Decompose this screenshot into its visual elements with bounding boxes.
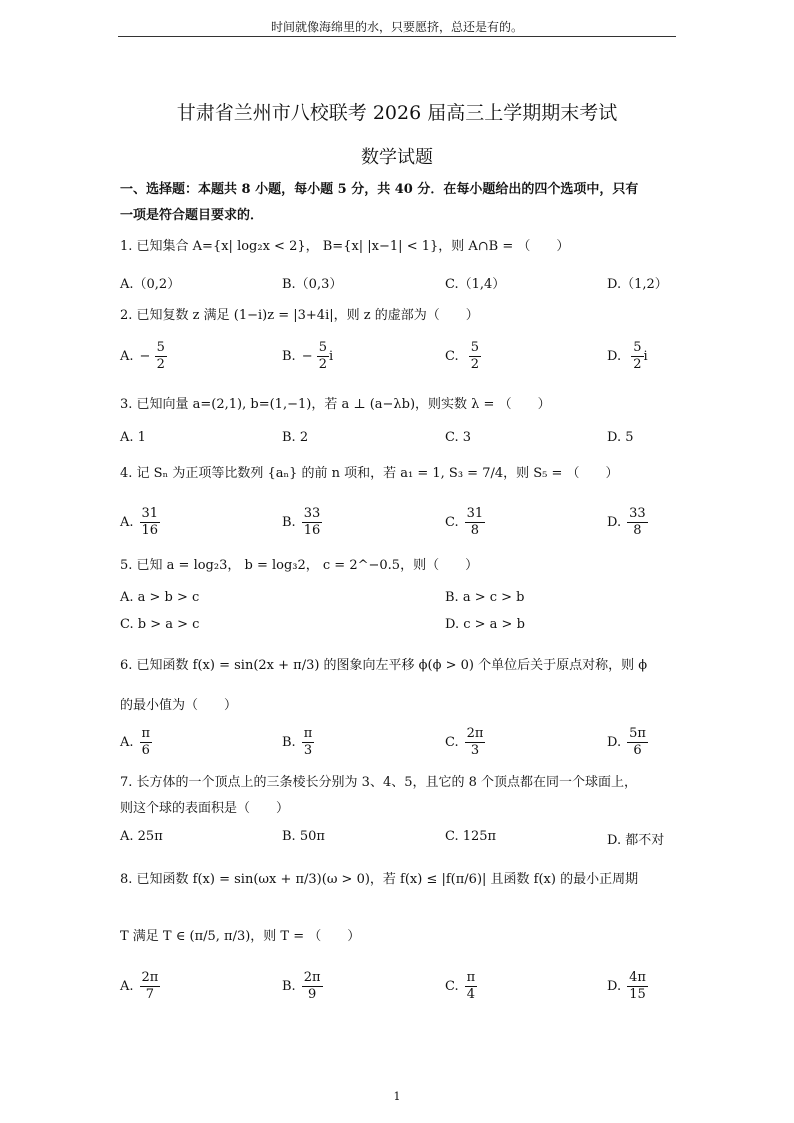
question-7-options (120, 829, 680, 869)
page-header-motto: 时间就像海绵里的水，只要愿挤，总还是有的。 (270, 20, 523, 34)
question-1-stem: 1. 已知集合 A={x| log₂x < 2}， B={x| |x−1| < 1}，则 A∩B = （ ） (120, 239, 570, 254)
q7-option-b[interactable]: B. 50π (282, 829, 325, 844)
q8-a-fraction: $\frac{2\pi}{7}$ (141, 970, 159, 1002)
q7-option-d[interactable]: D. 都不对 (607, 833, 665, 848)
question-6-stem: 6. 已知函数 f(x) = sin(2x + π/3) 的图象向左平移 ϕ(ϕ > 0) 个单位后关于原点对称，则 ϕ (120, 658, 648, 673)
question-8-options (120, 970, 680, 1010)
q3-option-b[interactable]: B. 2 (282, 430, 309, 445)
q4-d-fraction: $\frac{33}{8}$ (629, 506, 646, 538)
section-instructions (120, 177, 680, 229)
question-6-options (120, 726, 680, 766)
q4-option-c[interactable]: C. $\frac{31}{8}$ (445, 506, 484, 538)
q8-b-fraction: $\frac{2\pi}{9}$ (303, 970, 321, 1002)
q2-option-a[interactable]: A. − $\frac{5}{2}$ (120, 340, 165, 372)
question-7-stem: 7. 长方体的一个顶点上的三条棱长分别为 3、4、5，且它的 8 个顶点都在同一个球面上， (120, 775, 638, 790)
q8-c-fraction: $\frac{\pi}{4}$ (466, 970, 476, 1002)
q6-option-c[interactable]: C. $\frac{2\pi}{3}$ (445, 726, 484, 758)
q6-option-a[interactable]: A. $\frac{\pi}{6}$ (120, 726, 151, 758)
q8-d-fraction: $\frac{4\pi}{15}$ (629, 970, 646, 1002)
q4-option-d[interactable]: D. $\frac{33}{8}$ (607, 506, 646, 538)
q7-option-c[interactable]: C. 125π (445, 829, 497, 844)
q5-option-d[interactable]: D. c > a > b (445, 617, 525, 632)
q8-option-a[interactable]: A. $\frac{2\pi}{7}$ (120, 970, 159, 1002)
q5-option-c[interactable]: C. b > a > c (120, 617, 200, 632)
q2-a-fraction: $\frac{5}{2}$ (156, 340, 165, 372)
q7-option-a[interactable]: A. 25π (120, 829, 163, 844)
q2-option-d[interactable]: D. $\frac{5}{2}$ i (607, 340, 648, 372)
q6-d-fraction: $\frac{5\pi}{6}$ (629, 726, 646, 758)
q4-option-a[interactable]: A. $\frac{31}{16}$ (120, 506, 159, 538)
q6-c-fraction: $\frac{2\pi}{3}$ (466, 726, 484, 758)
q5-option-b[interactable]: B. a > c > b (445, 590, 525, 605)
q4-b-fraction: $\frac{33}{16}$ (303, 506, 321, 538)
q8-option-c[interactable]: C. $\frac{\pi}{4}$ (445, 970, 476, 1002)
question-6-stem-cont: 的最小值为（ ） (120, 698, 238, 713)
section-line-1: 一、选择题：本题共 8 小题，每小题 5 分，共 40 分．在每小题给出的四个选项中，只有 (120, 182, 639, 197)
question-2-stem: 2. 已知复数 z 满足 (1−i)z = |3+4i|，则 z 的虚部为（ ） (120, 308, 479, 323)
exam-subtitle: 数学试题 (361, 147, 433, 168)
q3-option-d[interactable]: D. 5 (607, 430, 634, 445)
question-8-stem-cont: T 满足 T ∈ (π/5, π/3)，则 T = （ ） (120, 929, 361, 944)
q1-option-b[interactable]: B.（0,3） (282, 277, 343, 292)
exam-title: 甘肃省兰州市八校联考 2026 届高三上学期期末考试 (176, 102, 618, 124)
question-8-stem: 8. 已知函数 f(x) = sin(ωx + π/3)(ω > 0)，若 f(x) ≤ |f(π/6)| 且函数 f(x) 的最小正周期 (120, 872, 639, 887)
q1-option-d[interactable]: D.（1,2） (607, 277, 668, 292)
question-4-stem: 4. 记 Sₙ 为正项等比数列 {aₙ} 的前 n 项和，若 a₁ = 1, S₃ = 7/4，则 S₅ = （ ） (120, 466, 619, 481)
q3-option-c[interactable]: C. 3 (445, 430, 472, 445)
q6-a-fraction: $\frac{\pi}{6}$ (141, 726, 151, 758)
question-5-stem: 5. 已知 a = log₂3， b = log₃2， c = 2^−0.5，则（ ） (120, 558, 479, 573)
q4-a-fraction: $\frac{31}{16}$ (141, 506, 159, 538)
q6-option-b[interactable]: B. $\frac{\pi}{3}$ (282, 726, 313, 758)
q1-option-c[interactable]: C.（1,4） (445, 277, 506, 292)
q6-b-fraction: $\frac{\pi}{3}$ (303, 726, 313, 758)
section-line-2: 一项是符合题目要求的． (120, 208, 264, 223)
q1-option-a[interactable]: A.（0,2） (120, 277, 181, 292)
q3-option-a[interactable]: A. 1 (120, 430, 146, 445)
q2-d-fraction: $\frac{5}{2}$ (633, 340, 642, 372)
question-4-options (120, 506, 680, 546)
question-7-stem-cont: 则这个球的表面积是（ ） (120, 801, 290, 816)
q2-option-b[interactable]: B. − $\frac{5}{2}$ i (282, 340, 334, 372)
header-divider (118, 36, 676, 37)
question-3-options (120, 430, 680, 470)
q2-option-c[interactable]: C. $\frac{5}{2}$ (445, 340, 480, 372)
q2-b-fraction: $\frac{5}{2}$ (318, 340, 328, 372)
q5-option-a[interactable]: A. a > b > c (120, 590, 200, 605)
q8-option-d[interactable]: D. $\frac{4\pi}{15}$ (607, 970, 646, 1002)
q8-option-b[interactable]: B. $\frac{2\pi}{9}$ (282, 970, 321, 1002)
question-3-stem: 3. 已知向量 a=(2,1), b=(1,−1)，若 a ⊥ (a−λb)，则实数 λ = （ ） (120, 397, 551, 412)
question-5-options-row2 (120, 617, 680, 657)
question-2-options (120, 340, 680, 380)
q6-option-d[interactable]: D. $\frac{5\pi}{6}$ (607, 726, 646, 758)
q2-c-fraction: $\frac{5}{2}$ (470, 340, 480, 372)
page-number: 1 (393, 1090, 401, 1103)
q4-option-b[interactable]: B. $\frac{33}{16}$ (282, 506, 321, 538)
q4-c-fraction: $\frac{31}{8}$ (466, 506, 484, 538)
